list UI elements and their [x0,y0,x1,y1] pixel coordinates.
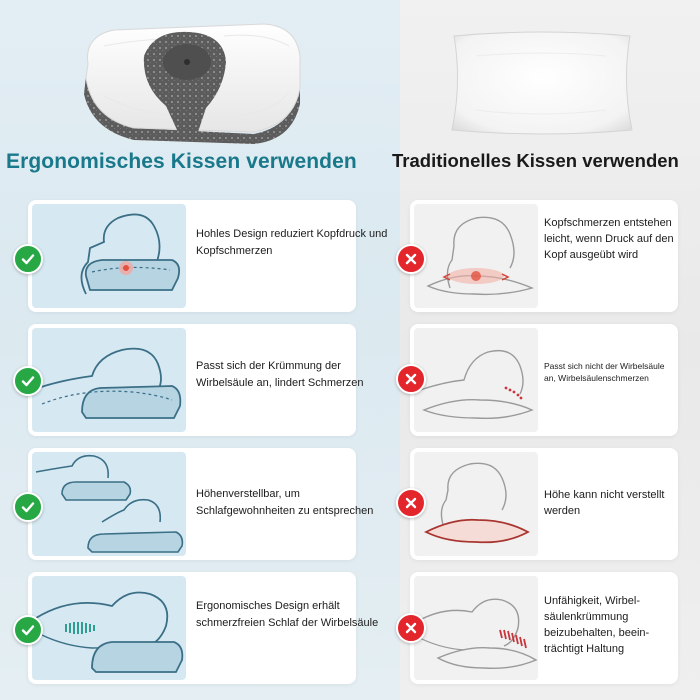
spinal-sleep-illustration [32,576,186,680]
ergonomic-heading: Ergonomisches Kissen verwenden [6,150,357,173]
check-icon [20,499,36,515]
x-icon [404,496,418,510]
check-icon [20,622,36,638]
check-badge [13,492,43,522]
traditional-drawback-card [410,324,678,436]
x-icon [404,252,418,266]
check-icon [20,251,36,267]
ergonomic-benefit-card [28,448,374,560]
x-badge [396,364,426,394]
traditional-drawback-card [410,448,678,560]
traditional-pillow-image [446,26,638,138]
benefit-text: Höhenverstellbar, um Schlafgewohnheiten zu entsprechen [196,488,374,517]
traditional-drawback-card [410,572,678,684]
drawback-text: Unfähigkeit, Wirbelsäulenkrümmung beizubehalten, beeinträchtigt Haltung [544,595,650,655]
head-pressure-illustration [414,204,538,308]
x-badge [396,244,426,274]
ergonomic-benefit-card [28,324,364,436]
traditional-drawback-card [410,200,678,312]
check-badge [13,366,43,396]
drawback-text: Kopfschmerzen entstehen leicht, wenn Druck auf den Kopf ausgeübt wird [544,217,674,261]
ergonomic-benefit-card [28,200,388,312]
head-on-contour-pillow-illustration [32,204,186,308]
x-badge [396,613,426,643]
drawback-text: Passt sich nicht der Wirbelsäule an, Wirbelsäulenschmerzen [544,361,665,384]
check-badge [13,615,43,645]
spine-alignment-illustration [32,328,186,432]
check-badge [13,244,43,274]
misaligned-spine-illustration [414,328,538,432]
posture-strain-illustration [414,576,538,680]
x-badge [396,488,426,518]
fixed-height-pillow-illustration [414,452,538,556]
benefit-text: Ergonomisches Design erhält schmerzfreien Schlaf der Wirbelsäule [196,600,379,629]
ergonomic-pillow-image [74,16,304,146]
adjustable-height-illustration [32,452,186,556]
x-icon [404,372,418,386]
ergonomic-benefit-card [28,572,379,684]
check-icon [20,373,36,389]
traditional-heading: Traditionelles Kissen verwenden [392,150,679,171]
drawback-text: Höhe kann nicht verstellt werden [544,489,665,517]
benefit-text: Passt sich der Krümmung der Wirbelsäule an, lindert Schmerzen [196,360,364,389]
benefit-text: Hohles Design reduziert Kopfdruck und Kopfschmerzen [196,228,388,257]
x-icon [404,621,418,635]
